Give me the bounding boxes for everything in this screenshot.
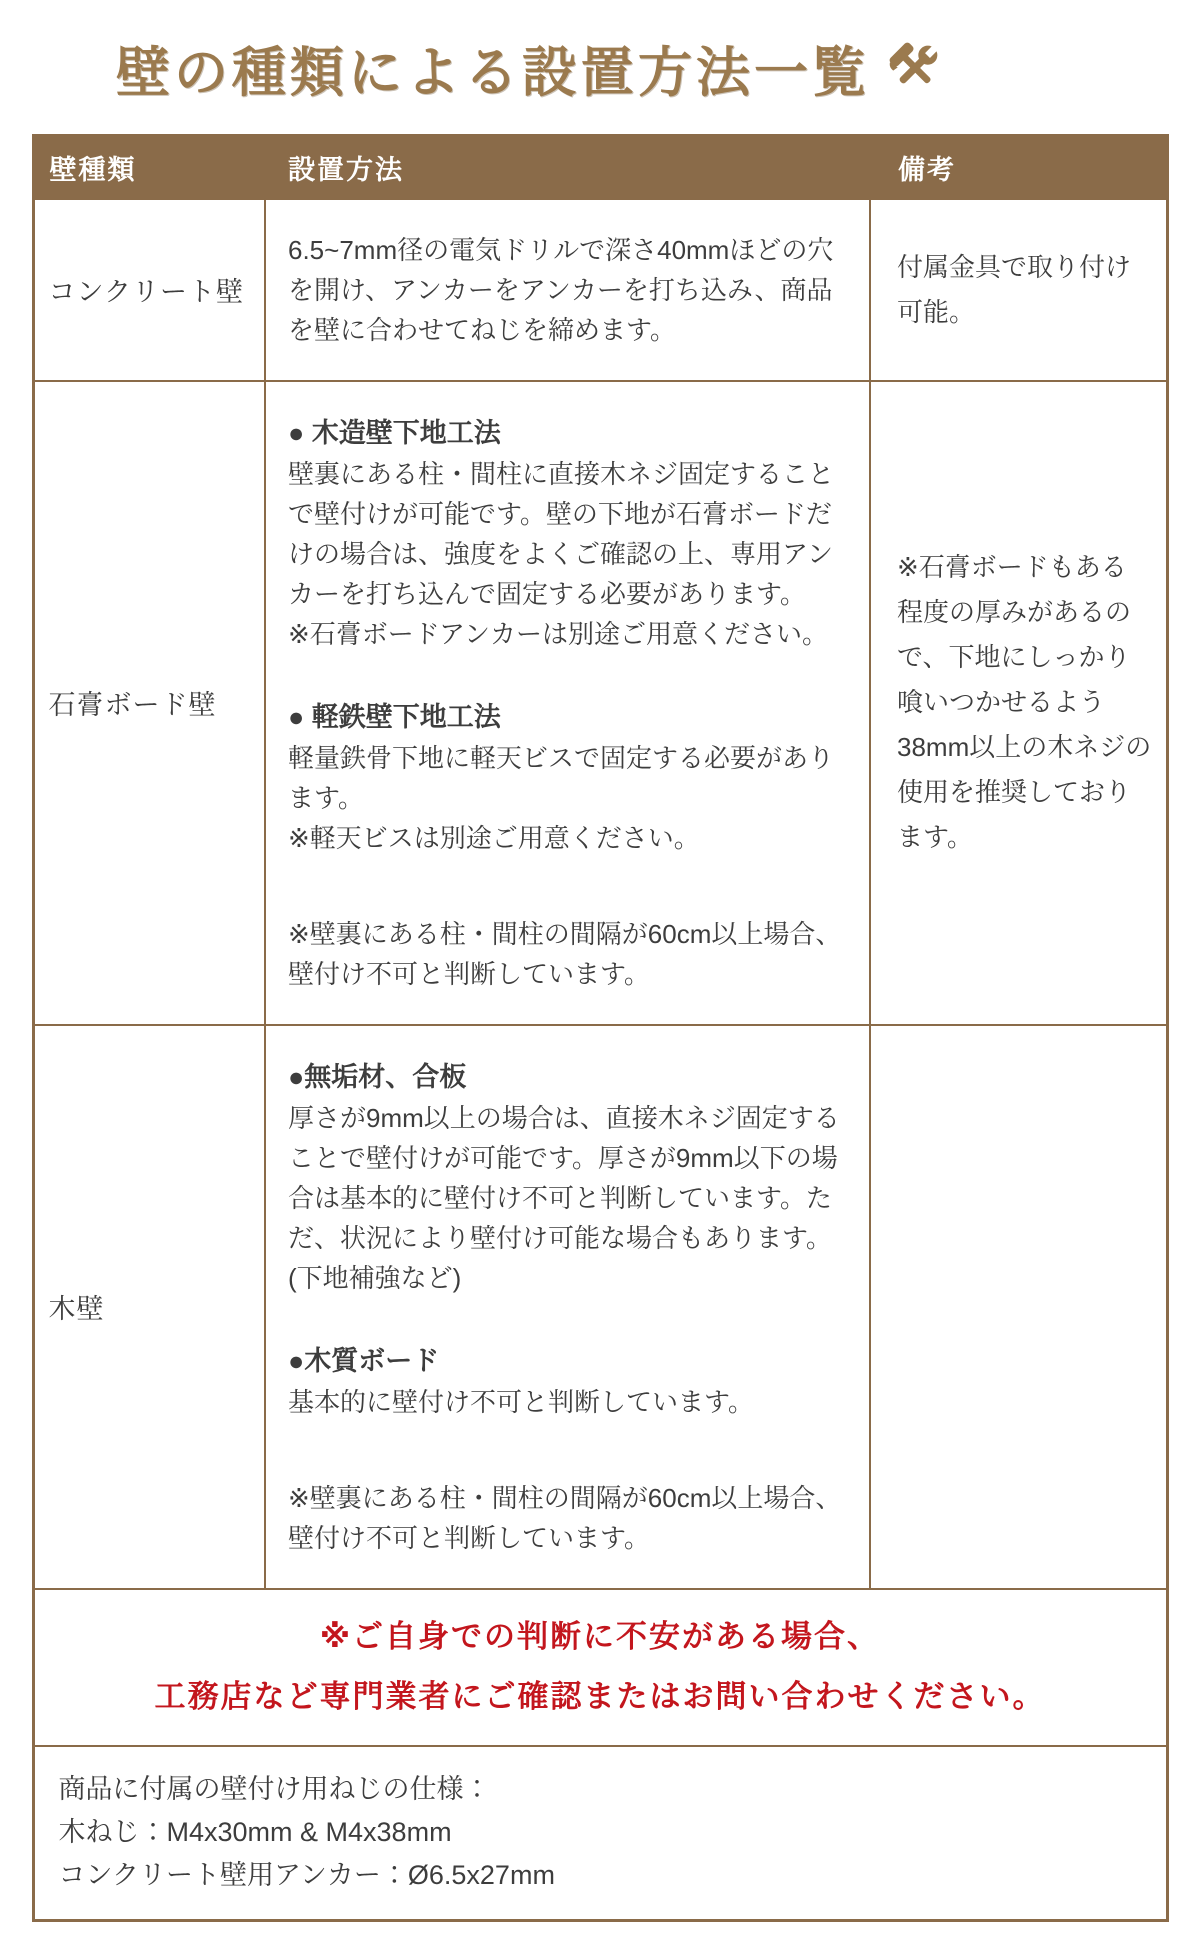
- table-header: [33, 136, 1167, 199]
- method-block-heading: ● 軽鉄壁下地工法: [288, 701, 501, 732]
- spec-line-concrete-anchor: コンクリート壁用アンカー：Ø6.5x27mm: [58, 1860, 555, 1891]
- method-text: 基本的に壁付け不可と判断しています。: [288, 1386, 754, 1417]
- method-block-wood-substrate: [288, 412, 853, 654]
- method-block-light-steel-substrate: [288, 696, 853, 858]
- warning-notice: [33, 1589, 1167, 1746]
- remark-cell-empty: [870, 1025, 1167, 1589]
- method-block: [288, 230, 853, 350]
- hammer-wrench-icon: [884, 39, 946, 102]
- wall-type-label: 木壁: [33, 1025, 265, 1589]
- table-row-wood-wall: [33, 1025, 1167, 1589]
- header-remarks: 備考: [870, 136, 1167, 199]
- header-wall-type: 壁種類: [33, 136, 265, 199]
- method-block-solid-wood-plywood: [288, 1056, 853, 1298]
- method-text: 6.5~7mm径の電気ドリルで深さ40mmほどの穴を開け、アンカーをアンカーを打ち込み、商品を壁に合わせてねじを締めます。: [288, 234, 834, 345]
- method-block-heading: ●無垢材、合板: [288, 1061, 467, 1092]
- spec-line-title: 商品に付属の壁付け用ねじの仕様：: [58, 1774, 491, 1805]
- table-row-concrete-wall: [33, 199, 1167, 381]
- method-text: 軽量鉄骨下地に軽天ビスで固定する必要があります。: [288, 742, 835, 813]
- method-note: ※軽天ビスは別途ご用意ください。: [288, 822, 700, 853]
- method-block-heading: ●木質ボード: [288, 1345, 440, 1376]
- remark-cell: 付属金具で取り付け可能。: [870, 199, 1167, 381]
- method-block-stud-spacing-note: [288, 1478, 853, 1558]
- method-text: 壁裏にある柱・間柱に直接木ネジ固定することで壁付けが可能です。壁の下地が石膏ボードだけの場合は、強度をよくご確認の上、専用アンカーを打ち込んで固定する必要があります。: [288, 458, 835, 609]
- table-row-screw-spec: [33, 1746, 1167, 1921]
- remark-cell: ※石膏ボードもある程度の厚みがあるので、下地にしっかり喰いつかせるよう38mm以上の木ネジの使用を推奨しております。: [870, 381, 1167, 1025]
- method-block-wood-board: [288, 1340, 853, 1422]
- warning-line: ※ご自身での判断に不安がある場合、: [319, 1619, 881, 1654]
- installation-method-table: [32, 134, 1169, 1922]
- method-block-stud-spacing-note: [288, 914, 853, 994]
- method-note: ※石膏ボードアンカーは別途ご用意ください。: [288, 618, 828, 649]
- page-title: [116, 28, 946, 108]
- table-row-warning: [33, 1589, 1167, 1746]
- method-block-heading: ● 木造壁下地工法: [288, 417, 501, 448]
- wall-type-label: 石膏ボード壁: [33, 381, 265, 1025]
- method-note: ※壁裏にある柱・間柱の間隔が60cm以上場合、壁付け不可と判断しています。: [288, 918, 842, 989]
- method-cell: [265, 381, 870, 1025]
- method-cell: [265, 1025, 870, 1589]
- method-cell: [265, 199, 870, 381]
- header-install-method: 設置方法: [265, 136, 870, 199]
- wall-type-label: コンクリート壁: [33, 199, 265, 381]
- method-text: 厚さが9mm以上の場合は、直接木ネジ固定することで壁付けが可能です。厚さが9mm以下の場合は基本的に壁付け不可と判断しています。ただ、状況により壁付け可能な場合もあります。(下地補強など): [288, 1102, 840, 1293]
- screw-spec: [33, 1746, 1167, 1921]
- spec-line-wood-screw: 木ねじ：M4x30mm & M4x38mm: [58, 1817, 452, 1848]
- table-row-plasterboard-wall: [33, 381, 1167, 1025]
- warning-line: 工務店など専門業者にご確認またはお問い合わせください。: [154, 1679, 1046, 1714]
- page-title-text: 壁の種類による設置方法一覧: [116, 42, 870, 103]
- method-note: ※壁裏にある柱・間柱の間隔が60cm以上場合、壁付け不可と判断しています。: [288, 1482, 842, 1553]
